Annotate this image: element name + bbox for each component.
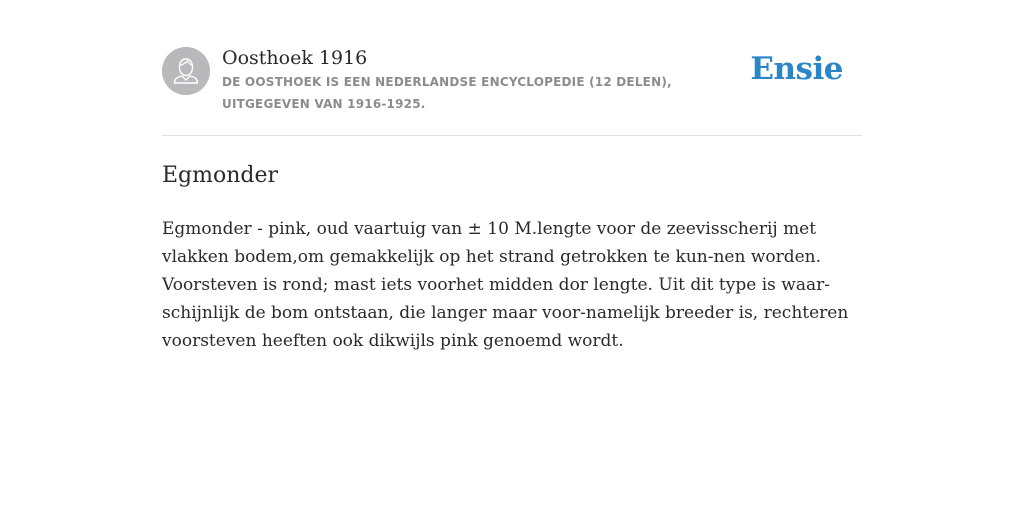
entry-body: Egmonder - pink, oud vaartuig van ± 10 M.lengte voor de zeevisscherij met vlakken bodem,om gemakkelijk op het strand getrokken te kun-nen worden. Voorsteven is rond; mast iets voorhet midden dor lengte. Uit dit type is waar-schijnlijk de bom ontstaan, die langer maar voor-namelijk breeder is, rechteren voorsteven heeften ook dikwijls pink genoemd wordt. [162,219,849,351]
source-info [222,45,762,115]
page-container [162,0,862,355]
source-header [162,0,862,136]
entry-title: Egmonder [162,163,279,188]
user-avatar-icon[interactable] [162,47,210,95]
source-description: DE OOSTHOEK IS EEN NEDERLANDSE ENCYCLOPEDIE (12 DELEN), UITGEGEVEN VAN 1916-1925. [222,75,672,111]
ensie-logo-link[interactable]: Ensie [750,51,843,87]
source-name[interactable]: Oosthoek 1916 [222,47,368,69]
